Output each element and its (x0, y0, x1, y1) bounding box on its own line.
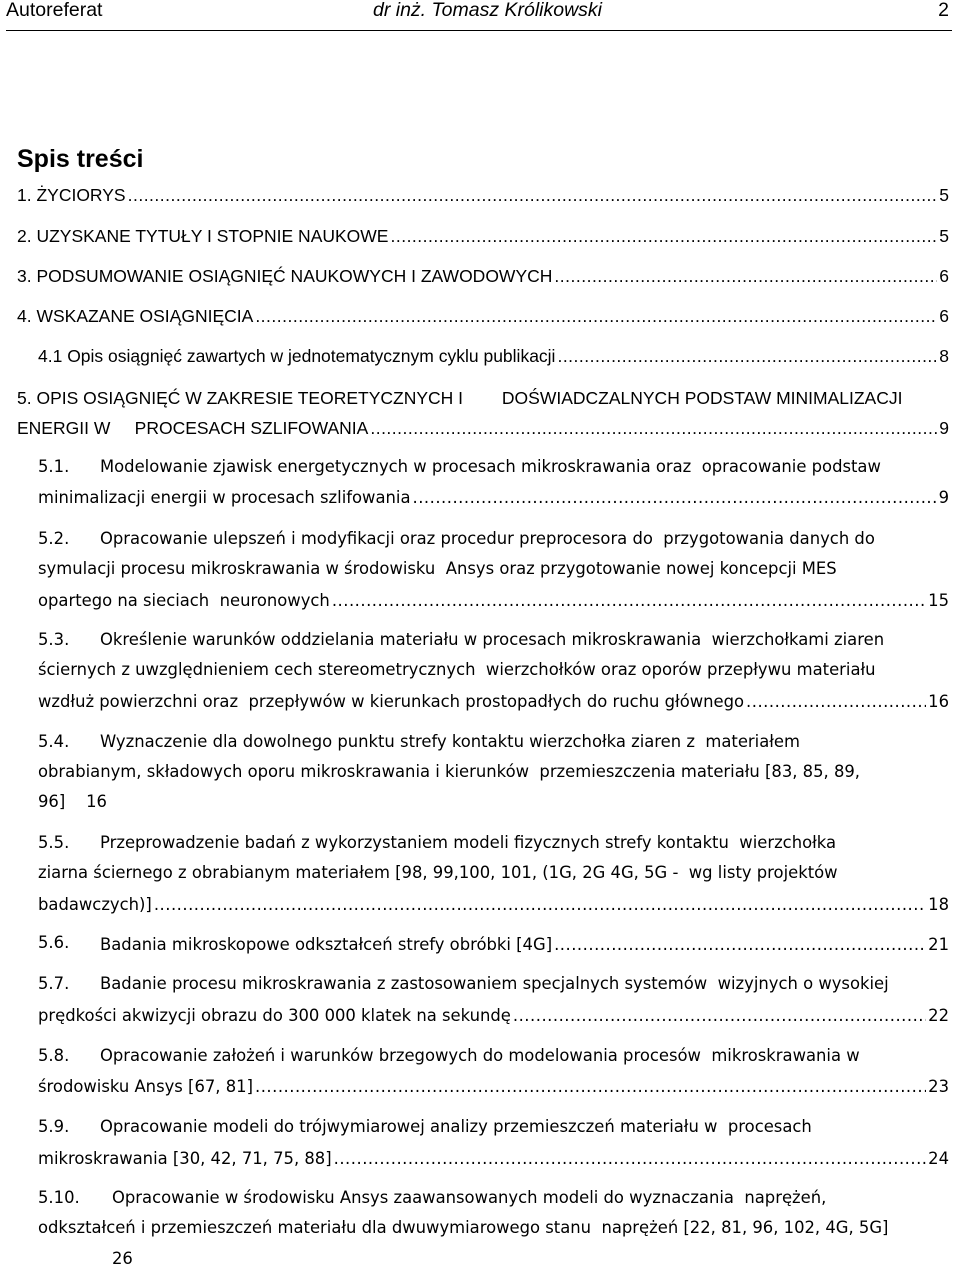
toc-entry-page: 5 (939, 185, 949, 205)
toc-entry[interactable] (17, 416, 949, 440)
toc-sub-entry[interactable] (38, 1075, 949, 1099)
toc-entry-page: 8 (939, 346, 949, 366)
leader-dots (255, 1075, 926, 1099)
toc-sub-entry[interactable] (38, 1147, 949, 1171)
toc-entry[interactable] (17, 264, 949, 288)
toc-entry[interactable] (38, 344, 949, 368)
toc-sub-entry[interactable] (38, 486, 949, 510)
toc-entry-page: 24 (928, 1149, 949, 1168)
toc-entry-text: minimalizacji energii w procesach szlifowania (38, 488, 411, 507)
leader-dots (746, 690, 926, 714)
leader-dots (154, 893, 926, 917)
toc-entry-page[interactable]: 26 (112, 1249, 133, 1268)
toc-sub-text-line: ściernych z uwzględnieniem cech stereometrycznych wierzchołków oraz oporów przepływu materiału (38, 660, 876, 679)
toc-sub-text-line: Określenie warunków oddzielania materiału w procesach mikroskrawania wierzchołkami ziaren (100, 630, 885, 649)
header-page-number: 2 (938, 0, 949, 21)
toc-entry-text: mikroskrawania [30, 42, 71, 75, 88] (38, 1149, 332, 1168)
toc-sub-text-line: Przeprowadzenie badań z wykorzystaniem modeli fizycznych strefy kontaktu wierzchołka (100, 833, 837, 852)
toc-sub-number: 5.4. (38, 732, 70, 751)
toc-entry-page: 6 (939, 306, 949, 326)
toc-sub-text-line: Opracowanie w środowisku Ansys zaawansowanych modeli do wyznaczania naprężeń, (112, 1188, 827, 1207)
leader-dots (413, 486, 937, 510)
header-document-type: Autoreferat (6, 0, 103, 21)
toc-sub-entry[interactable] (38, 589, 949, 613)
toc-entry-text: 2. UZYSKANE TYTUŁY I STOPNIE NAUKOWE (17, 226, 389, 246)
toc-entry-text: opartego na sieciach neuronowych (38, 591, 330, 610)
toc-sub-entry[interactable] (38, 1004, 949, 1028)
toc-entry-page: 9 (938, 488, 949, 507)
toc-entry-page: 16 (928, 692, 949, 711)
toc-sub-entry[interactable] (38, 690, 949, 714)
toc-entry-text: Badania mikroskopowe odkształceń strefy obróbki [4G] (100, 935, 553, 954)
toc-entry-page: 22 (928, 1006, 949, 1025)
toc-sub-number: 5.2. (38, 529, 70, 548)
leader-dots (128, 183, 938, 207)
toc-sub-text-line: Opracowanie ulepszeń i modyfikacji oraz procedur preprocesora do przygotowania danych do (100, 529, 875, 548)
toc-sub-number: 5.9. (38, 1117, 70, 1136)
toc-entry-text: 4. WSKAZANE OSIĄGNIĘCIA (17, 306, 254, 326)
toc-sub-text-line: ziarna ściernego z obrabianym materiałem [98, 99,100, 101, (1G, 2G 4G, 5G - wg listy projektów (38, 863, 838, 882)
leader-dots (334, 1147, 927, 1171)
toc-sub-text-line[interactable]: 96] 16 (38, 792, 107, 811)
toc-sub-number: 5.10. (38, 1188, 80, 1207)
toc-sub-number: 5.3. (38, 630, 70, 649)
toc-sub-number: 5.6. (38, 933, 70, 952)
toc-entry-text: wzdłuż powierzchni oraz przepływów w kierunkach prostopadłych do ruchu głównego (38, 692, 745, 711)
toc-entry-text: 1. ŻYCIORYS (17, 185, 126, 205)
leader-dots (513, 1004, 926, 1028)
toc-sub-text-line: symulacji procesu mikroskrawania w środowisku Ansys oraz przygotowanie nowej koncepcji MES (38, 559, 837, 578)
toc-title: Spis treści (17, 145, 144, 173)
toc-sub-text-line: Badanie procesu mikroskrawania z zastosowaniem specjalnych systemów wizyjnych o wysokiej (100, 974, 889, 993)
toc-sub-text-line: obrabianym, składowych oporu mikroskrawania i kierunków przemieszczenia materiału [83, 85, 89, (38, 762, 861, 781)
toc-entry-page: 23 (928, 1077, 949, 1096)
leader-dots (554, 264, 937, 288)
toc-entry-page: 6 (939, 266, 949, 286)
leader-dots (332, 589, 926, 613)
toc-entry-page: 15 (928, 591, 949, 610)
leader-dots (390, 224, 937, 248)
toc-sub-entry[interactable] (38, 893, 949, 917)
toc-entry-page: 18 (928, 895, 949, 914)
toc-sub-text-line: odkształceń i przemieszczeń materiału dla dwuwymiarowego stanu naprężeń [22, 81, 96, 102, 4G, 5G] (38, 1218, 889, 1237)
leader-dots (554, 933, 926, 957)
header-author: dr inż. Tomasz Królikowski (373, 0, 603, 21)
toc-entry[interactable] (17, 304, 949, 328)
toc-sub-number: 5.5. (38, 833, 70, 852)
toc-sub-number: 5.1. (38, 457, 70, 476)
toc-sub-entry[interactable] (100, 933, 949, 957)
toc-sub-text-line: Modelowanie zjawisk energetycznych w procesach mikroskrawania oraz opracowanie podstaw (100, 457, 881, 476)
leader-dots (370, 416, 937, 440)
toc-entry-text: 3. PODSUMOWANIE OSIĄGNIĘĆ NAUKOWYCH I ZAWODOWYCH (17, 266, 553, 286)
toc-sub-text-line: Wyznaczenie dla dowolnego punktu strefy kontaktu wierzchołka ziaren z materiałem (100, 732, 800, 751)
toc-entry-text: ENERGII W PROCESACH SZLIFOWANIA (17, 418, 369, 438)
toc-entry-page: 5 (939, 226, 949, 246)
leader-dots (255, 304, 937, 328)
toc-entry-text: prędkości akwizycji obrazu do 300 000 klatek na sekundę (38, 1006, 511, 1025)
toc-sub-number: 5.7. (38, 974, 70, 993)
toc-sub-number: 5.8. (38, 1046, 70, 1065)
toc-sub-text-line: Opracowanie modeli do trójwymiarowej analizy przemieszczeń materiału w procesach (100, 1117, 812, 1136)
toc-entry-text-line: 5. OPIS OSIĄGNIĘĆ W ZAKRESIE TEORETYCZNYCH I DOŚWIADCZALNYCH PODSTAW MINIMALIZACJI (17, 388, 903, 408)
toc-entry[interactable] (17, 224, 949, 248)
leader-dots (557, 344, 937, 368)
page-header (6, 0, 952, 31)
toc-entry[interactable] (17, 183, 949, 207)
toc-entry-text: środowisku Ansys [67, 81] (38, 1077, 253, 1096)
toc-entry-text: 4.1 Opis osiągnięć zawartych w jednotematycznym cyklu publikacji (38, 346, 556, 366)
toc-entry-text: badawczych)] (38, 895, 152, 914)
toc-entry-page: 21 (928, 935, 949, 954)
toc-entry-page: 9 (939, 418, 949, 438)
toc-sub-text-line: Opracowanie założeń i warunków brzegowych do modelowania procesów mikroskrawania w (100, 1046, 860, 1065)
